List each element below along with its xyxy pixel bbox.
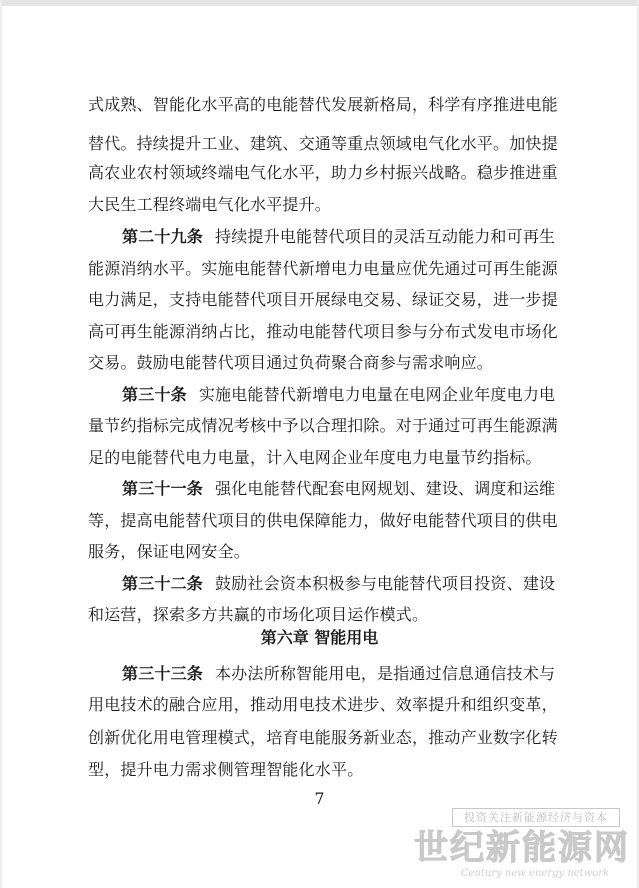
watermark-logo-text: 世纪新能源网 (414, 828, 630, 868)
article-33-heading: 第三十三条 (122, 664, 204, 683)
page-number: 7 (314, 789, 325, 808)
body-line: 等，提高电能替代项目的供电保障能力，做好电能替代项目的供电 (88, 511, 558, 530)
body-line: 大民生工程终端电气化水平提升。 (88, 195, 332, 214)
body-line: 型，提升电力需求侧管理智能化水平。 (88, 760, 364, 779)
article-33-first-line (122, 664, 554, 686)
article-31-text: 强化电能替代配套电网规划、建设、调度和运维 (215, 479, 556, 498)
article-32-heading: 第三十二条 (122, 574, 204, 593)
body-line: 高可再生能源消纳占比，推动电能替代项目参与分布式发电市场化 (88, 322, 558, 341)
body-line: 能源消纳水平。实施电能替代新增电力电量应优先通过可再生能源 (88, 259, 558, 278)
body-line: 创新优化用电管理模式，培育电能服务新业态，推动产业数字化转 (88, 728, 558, 747)
body-line: 和运营，探索多方共赢的市场化项目运作模式。 (88, 605, 429, 624)
body-line: 式成熟、智能化水平高的电能替代发展新格局，科学有序推进电能 (88, 95, 558, 114)
article-31-heading: 第三十一条 (122, 479, 204, 498)
body-line: 足的电能替代电力电量，计入电网企业年度电力电量节约指标。 (88, 448, 542, 467)
article-33-text: 本办法所称智能用电，是指通过信息通信技术与 (215, 664, 556, 683)
watermark-english-text: Century new energy network (460, 868, 610, 879)
article-32-text: 鼓励社会资本积极参与电能替代项目投资、建设 (215, 574, 556, 593)
article-31-first-line (122, 479, 554, 501)
article-29-heading: 第二十九条 (122, 227, 204, 246)
body-line: 高农业农村领域终端电气化水平，助力乡村振兴战略。稳步推进重 (88, 163, 558, 182)
article-29-first-line (122, 227, 554, 249)
body-line: 用电技术的融合应用，推动用电技术进步、效率提升和组织变革， (88, 695, 558, 714)
body-line: 交易。鼓励电能替代项目通过负荷聚合商参与需求响应。 (88, 353, 494, 372)
article-30-text: 实施电能替代新增电力电量在电网企业年度电力电 (198, 385, 556, 404)
article-32-first-line (122, 574, 554, 596)
article-29-text: 持续提升电能替代项目的灵活互动能力和可再生 (215, 227, 556, 246)
watermark-tagline: 投资关注新能源经济与资本 (452, 808, 620, 827)
body-line: 电力满足，支持电能替代项目开展绿电交易、绿证交易，进一步提 (88, 290, 558, 309)
body-line: 替代。持续提升工业、建筑、交通等重点领域电气化水平。加快提 (88, 134, 558, 153)
article-30-heading: 第三十条 (122, 385, 187, 404)
chapter-heading: 第六章 智能用电 (260, 628, 379, 647)
article-30-first-line (122, 385, 554, 407)
body-line: 量节约指标完成情况考核中予以合理扣除。对于通过可再生能源满 (88, 416, 558, 435)
body-line: 服务，保证电网安全。 (88, 542, 251, 561)
